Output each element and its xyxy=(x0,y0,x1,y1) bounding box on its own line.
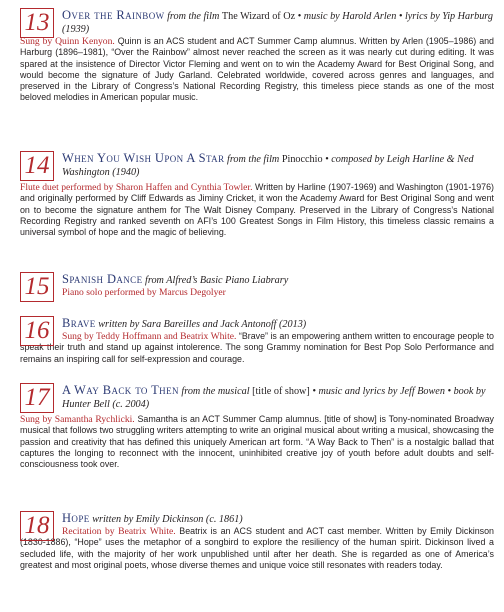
credit-pre: from the film xyxy=(164,11,222,22)
performer: Sung by Teddy Hoffmann and Beatrix White. xyxy=(62,331,237,342)
entry-body xyxy=(20,182,494,238)
entry-body xyxy=(62,287,494,298)
performer: Sung by Quinn Kenyon. xyxy=(20,36,115,47)
song-title: Hope xyxy=(62,511,90,525)
work-title: [title of show] xyxy=(252,386,310,397)
program-entry-18 xyxy=(20,511,494,571)
credit-post: • music by Harold Arlen • lyrics by Yip Harburg (1939) xyxy=(62,11,493,35)
entry-number: 14 xyxy=(20,151,54,181)
entry-number: 17 xyxy=(20,383,54,413)
entry-body xyxy=(20,414,494,470)
description: Written by Harline (1907-1969) and Washington (1901-1976) and originally performed by Cliff Edwards as Jiminy Cricket, it won the Academy Award for Best Original Song and went on to become the signature anthem for The Walt Disney Company. Preserved in the Library of Congress’s National Recording Registry and ranked seventh on AFI’s 100 Greatest Songs in Film History, this timeless classic remains a universal symbol of hope and the magic of believing. xyxy=(20,182,494,238)
description: Beatrix is an ACS student and ACT cast member. Written by Emily Dickinson (1830-1886), “Hope” uses the metaphor of a songbird to explore the resiliency of the human spirit. Dickinson lived a secluded life, with the majority of her work unpublished until after her death. She is regarded as one of America’s greatest and most original poets, whose diverse themes and unique voice still resonates with readers today. xyxy=(20,526,494,570)
entry-heading xyxy=(62,151,494,179)
entry-heading xyxy=(62,316,494,331)
credit-post: • composed by Leigh Harline & Ned Washington (1940) xyxy=(62,154,474,178)
description: Quinn is an ACS student and ACT Summer Camp alumnus. Written by Arlen (1905–1986) and Harburg (1896–1981), “Over the Rainbow” almost never reached the screen as it was nearly cut during editing. It was spared at the insistence of Director Victor Fleming and went on to win the Academy Award for Best Original Song, and would become the signature of Judy Garland. Celebrated worldwide, covered across genres and languages, and preserved in the Library of Congress’s National Recording Registry, this timeless piece stands as one of the most beloved melodies in American popular music. xyxy=(20,36,494,103)
program-entry-14 xyxy=(20,151,494,238)
credit-pre: from the film xyxy=(224,154,282,165)
work-title: Pinocchio xyxy=(281,154,323,165)
entry-heading xyxy=(62,511,494,526)
program-entry-16 xyxy=(20,316,494,365)
song-title: A Way Back to Then xyxy=(62,383,179,397)
song-title: Spanish Dance xyxy=(62,272,143,286)
program-entry-15 xyxy=(20,272,494,298)
song-title: Over the Rainbow xyxy=(62,8,165,22)
entry-heading xyxy=(62,272,494,287)
entry-body xyxy=(20,526,494,571)
performer: Sung by Samantha Rychlicki. xyxy=(20,414,135,425)
song-title: Brave xyxy=(62,316,96,330)
description: Samantha is an ACT Summer Camp alumnus. [title of show] is Tony-nominated Broadway musical that follows two struggling writers attempting to write an original musical about writing a musical, showcasing the passion and creativity that has defined this uniquely American art form. “A Way Back to Then” is a nostalgic ballad that captures the longing to reconnect with the innocent, uninhibited creative joy of youth before adult doubts and self-consciousness took over. xyxy=(20,414,494,470)
entry-heading xyxy=(62,383,494,411)
entry-number: 16 xyxy=(20,316,54,346)
credit-post: • music and lyrics by Jeff Bowen • book by Hunter Bell (c. 2004) xyxy=(62,386,486,410)
program-entry-17 xyxy=(20,383,494,470)
performer: Flute duet performed by Sharon Haffen and Cynthia Towler. xyxy=(20,182,253,193)
credit-pre: from the musical xyxy=(178,386,253,397)
entry-number: 18 xyxy=(20,511,54,541)
credit-pre: written by Sara Bareilles and Jack Antonoff (2013) xyxy=(95,319,307,330)
song-title: When You Wish Upon A Star xyxy=(62,151,225,165)
description: “Brave” is an empowering anthem written to encourage people to speak their truth and stand up against intolerence. The song Grammy nomination for Best Pop Solo Performance and remains an inspiring call for self-expression and courage. xyxy=(20,331,494,364)
program-entry-13 xyxy=(20,8,494,104)
entry-heading xyxy=(62,8,494,36)
entry-number: 13 xyxy=(20,8,54,38)
performer: Recitation by Beatrix White. xyxy=(62,526,176,537)
credit-pre: written by Emily Dickinson (c. 1861) xyxy=(89,514,243,525)
credit-pre: from Alfred’s Basic Piano Liabrary xyxy=(142,275,289,286)
entry-body xyxy=(20,331,494,365)
work-title: The Wizard of Oz xyxy=(221,11,296,22)
entry-number: 15 xyxy=(20,272,54,302)
entry-body xyxy=(20,36,494,104)
performer: Piano solo performed by Marcus Degolyer xyxy=(62,287,226,298)
